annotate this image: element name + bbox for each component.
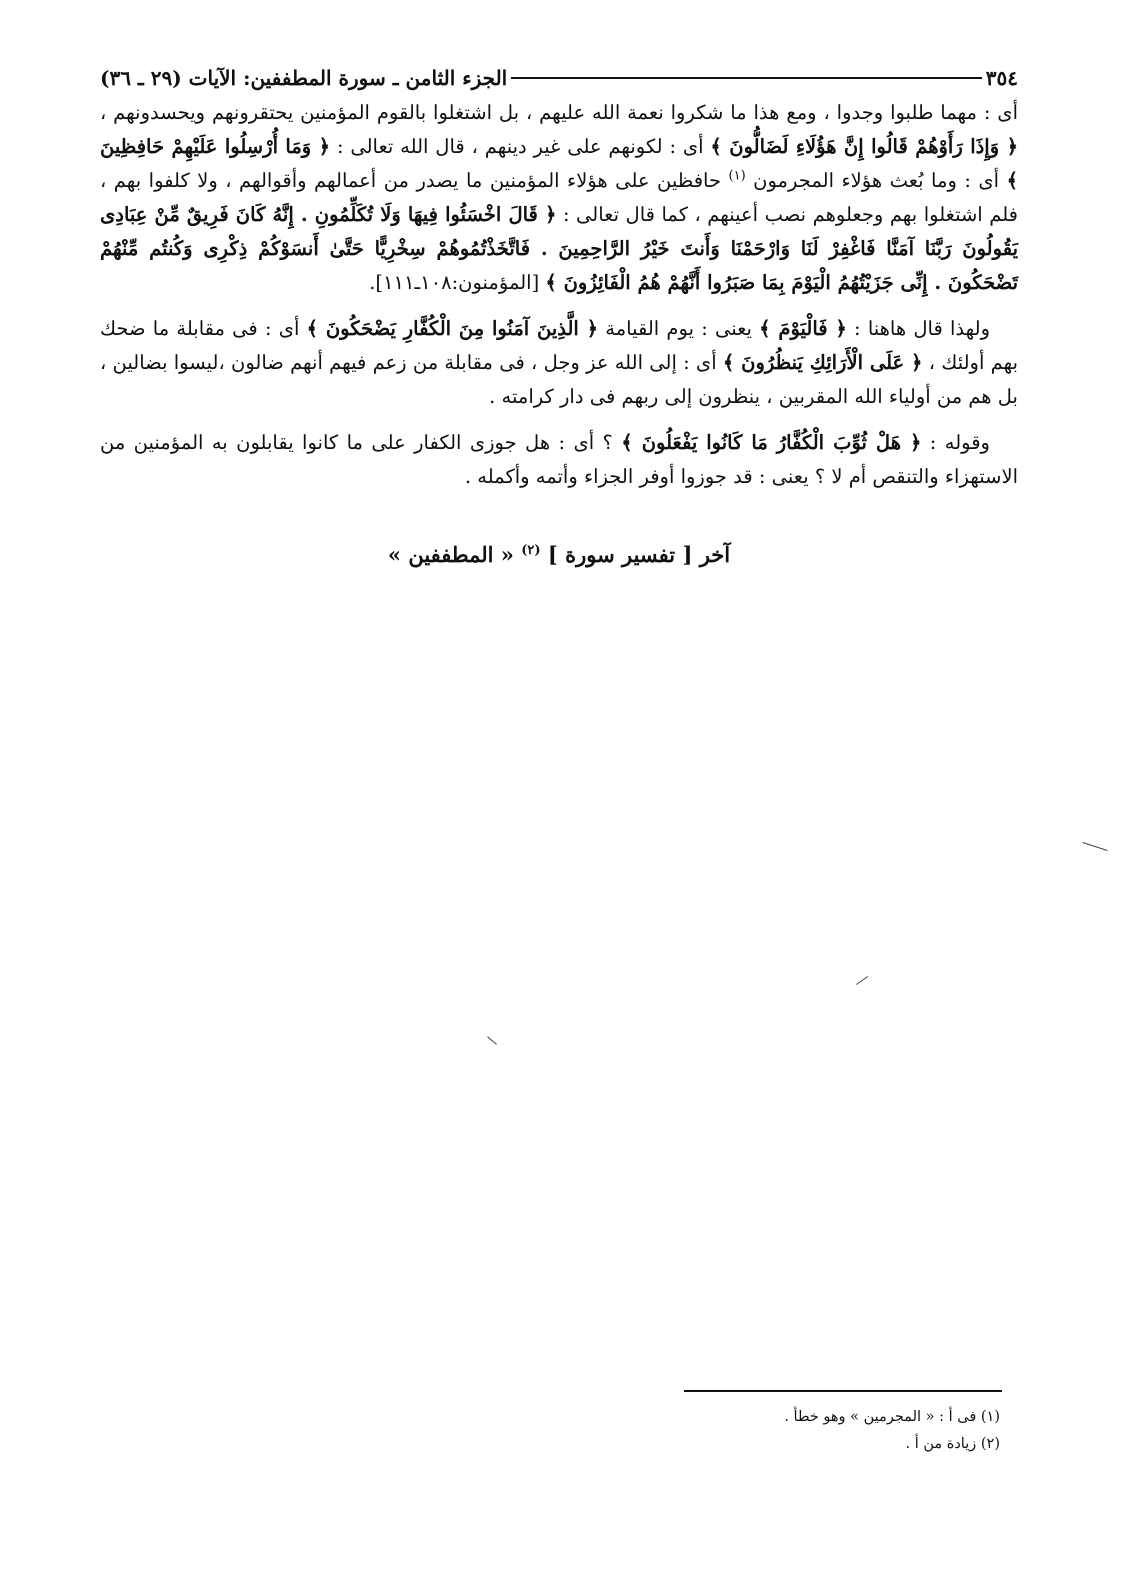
paragraph (100, 312, 1018, 414)
quran-verse: ﴿ قَالَ اخْسَئُوا فِيهَا وَلَا تُكَلِّمُونِ . إِنَّهُ كَانَ فَرِيقٌ مِّنْ عِبَادِى يَقُولُونَ رَبَّنَا آمَنَّا فَاغْفِرْ لَنَا وَارْحَمْنَا وَأَنتَ خَيْرُ الرَّاحِمِينَ . فَاتَّخَذْتُمُوهُمْ سِخْرِيًّا حَتَّىٰ أَنسَوْكُمْ ذِكْرِى وَكُنتُم مِّنْهُمْ تَضْحَكُونَ . إِنِّى جَزَيْتُهُمُ الْيَوْمَ بِمَا صَبَرُوا أَنَّهُمْ هُمُ الْفَائِزُونَ ﴾ (100, 203, 1018, 294)
header-title: الجزء الثامن ـ سورة المطففين: الآيات (٢٩ ـ ٣٦) (100, 66, 508, 90)
commentary-text: أى : لكونهم على غير دينهم ، قال الله تعالى : (330, 135, 711, 158)
quran-verse: ﴿ فَالْيَوْمَ ﴾ (759, 317, 847, 340)
quran-verse: ﴿ وَإِذَا رَأَوْهُمْ قَالُوا إِنَّ هَؤُلَاءِ لَضَالُّونَ ﴾ (710, 135, 1018, 158)
page-number: ٣٥٤ (985, 66, 1018, 90)
commentary-text: حافظين على هؤلاء المؤمنين ما يصدر من أعمالهم وأقوالهم ، ولا كلفوا بهم ، فلم اشتغلوا بهم وجعلوهم نصب أعينهم ، كما قال تعالى : (100, 169, 1018, 226)
commentary-text: أى : إلى الله عز وجل ، فى مقابلة من زعم فيهم أنهم ضالون ،ليسوا بضالين ، بل هم من أولياء الله المقربين ، ينظرون إلى ربهم فى دار كرامته . (100, 351, 1018, 408)
footnote-rule (684, 1390, 1002, 1392)
paragraph (100, 426, 1018, 494)
closing-line (100, 542, 1018, 567)
commentary-text: وقوله : (921, 431, 990, 454)
commentary-text: أى : وما بُعث هؤلاء المجرمون (745, 169, 1007, 192)
header-rule (511, 77, 982, 79)
quran-verse: ﴿ هَلْ ثُوِّبَ الْكُفَّارُ مَا كَانُوا يَفْعَلُونَ ﴾ (621, 431, 922, 454)
quran-verse: ﴿ الَّذِينَ آمَنُوا مِنَ الْكُفَّارِ يَضْحَكُونَ ﴾ (306, 317, 599, 340)
footnote-ref: (١) (728, 168, 746, 184)
scan-mark (1082, 842, 1107, 851)
text-body (100, 96, 1018, 494)
footnote-2: (٢) زيادة من أ . (905, 1436, 1000, 1452)
commentary-text: [المؤمنون:١٠٨ـ١١١]. (369, 271, 546, 294)
closing-surah-name: « المطففين » (387, 542, 522, 567)
commentary-text: ؟ أى : هل جوزى الكفار على ما كانوا يقابلون به المؤمنين من الاستهزاء والتنقص أم لا ؟ يعنى : قد جوزوا أوفر الجزاء وأتمه وأكمله . (100, 431, 1018, 488)
closing-text: آخر [ تفسير سورة ] (547, 542, 731, 567)
commentary-text: أى : فى مقابلة ما ضحك بهم أولئك ، (100, 317, 1018, 374)
scan-mark (856, 976, 868, 985)
footnote-1: (١) فى أ : « المجرمين » وهو خطأ . (784, 1409, 1000, 1425)
footnote-ref: (٢) (521, 543, 541, 558)
running-header (100, 66, 1018, 90)
quran-verse: ﴿ عَلَى الْأَرَائِكِ يَنظُرُونَ ﴾ (722, 351, 923, 374)
footnotes (580, 1404, 1000, 1458)
page-body (100, 66, 1018, 567)
quran-verse: ﴿ وَمَا أُرْسِلُوا عَلَيْهِمْ حَافِظِينَ ﴾ (100, 135, 1018, 192)
commentary-text: ولهذا قال هاهنا : (846, 317, 990, 340)
scan-mark (487, 1036, 497, 1044)
paragraph (100, 96, 1018, 300)
commentary-text: يعنى : يوم القيامة (598, 317, 760, 340)
commentary-text: أى : مهما طلبوا وجدوا ، ومع هذا ما شكروا نعمة الله عليهم ، بل اشتغلوا بالقوم المؤمنين يحتقرونهم ويحسدونهم ، (100, 101, 1018, 124)
